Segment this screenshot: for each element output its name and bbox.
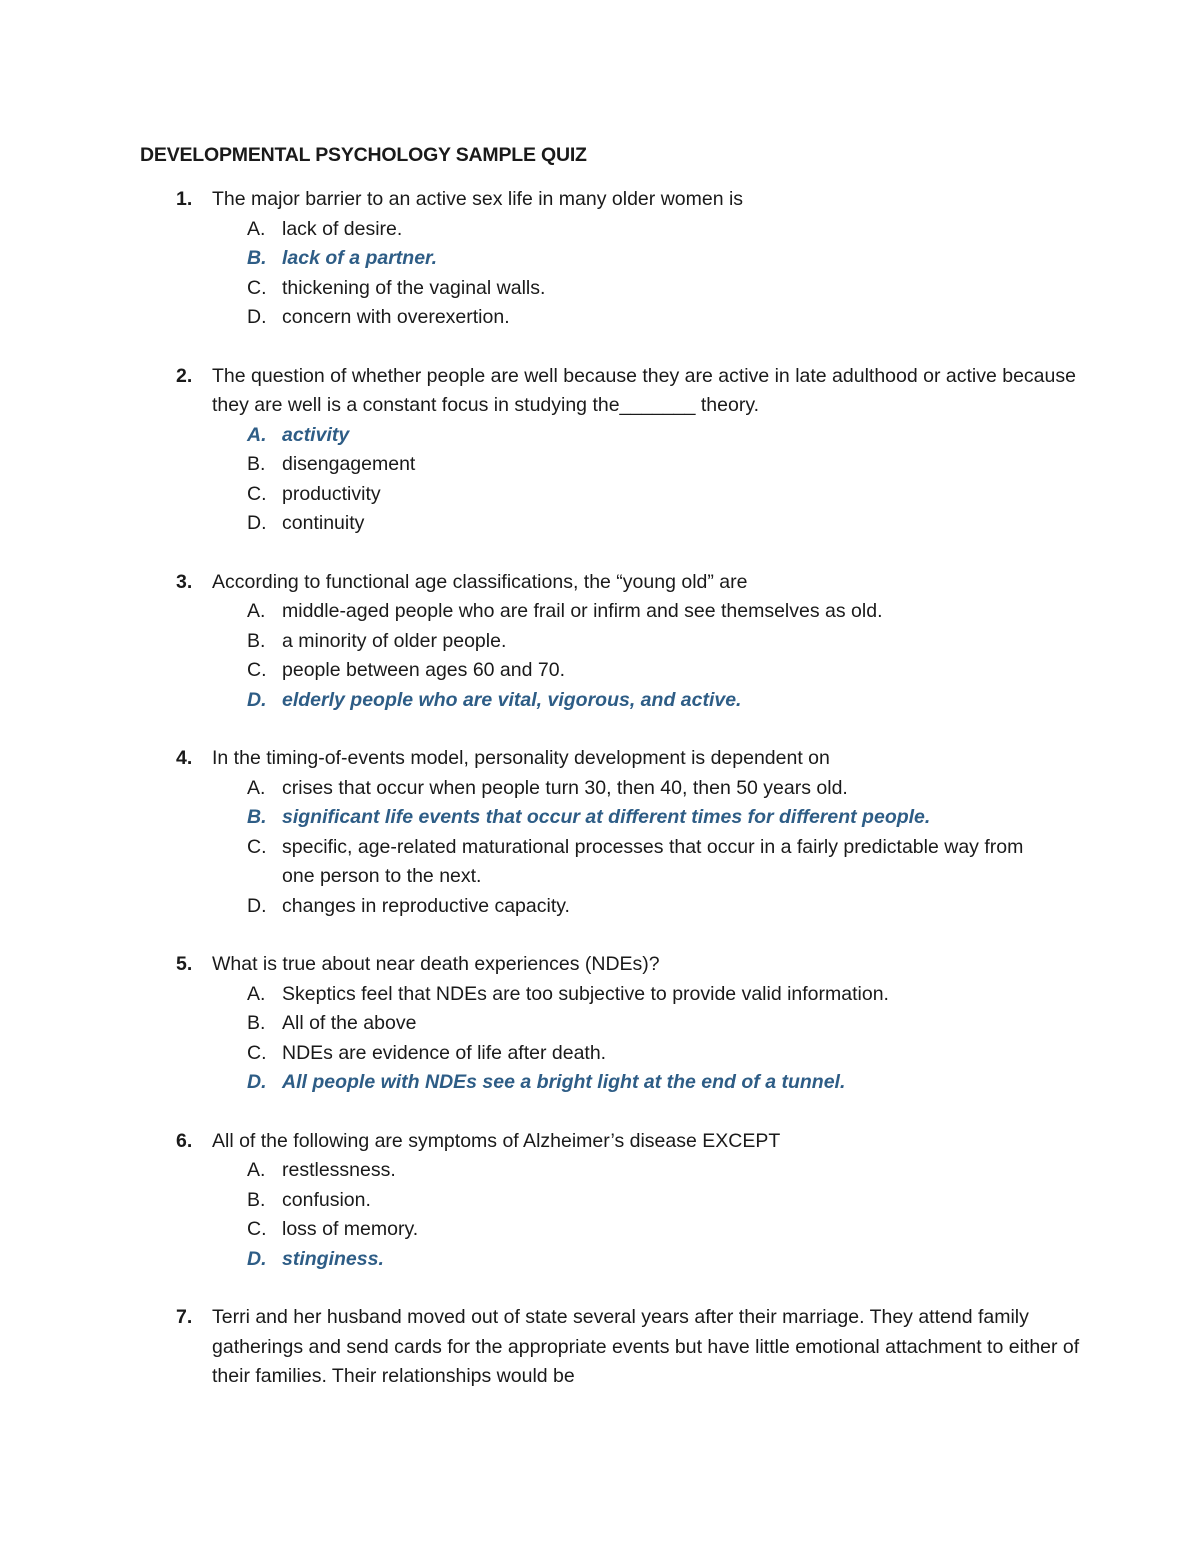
question-7 xyxy=(140,1303,1080,1392)
choice-letter: A. xyxy=(247,423,267,446)
answer-choice xyxy=(140,215,1080,245)
choice-text: loss of memory. xyxy=(282,1218,419,1240)
answer-choice-correct xyxy=(140,1245,1080,1275)
choice-letter: D. xyxy=(247,512,267,534)
answer-choice xyxy=(140,509,1080,539)
choice-letter: A. xyxy=(247,600,266,622)
answer-choice-correct xyxy=(140,686,1080,716)
answer-choice xyxy=(140,450,1080,480)
choice-letter: D. xyxy=(247,1071,267,1093)
choice-letter: C. xyxy=(247,1218,267,1240)
question-number: 1. xyxy=(176,188,193,210)
choice-text: stinginess. xyxy=(282,1247,384,1270)
choice-text: lack of desire. xyxy=(282,217,403,240)
question-2 xyxy=(140,362,1080,539)
choice-text: specific, age-related maturational processes that occur in a fairly predictable way from one person to the next. xyxy=(282,835,1024,887)
question-4 xyxy=(140,744,1080,921)
choice-letter: A. xyxy=(247,776,266,799)
choice-text: a minority of older people. xyxy=(282,629,507,652)
answer-choice-correct xyxy=(140,1068,1080,1098)
question-6 xyxy=(140,1127,1080,1275)
question-stem xyxy=(140,950,1080,980)
choice-text: changes in reproductive capacity. xyxy=(282,894,570,917)
choice-letter: B. xyxy=(247,629,266,652)
choice-text: productivity xyxy=(282,482,381,505)
answer-choice xyxy=(140,303,1080,333)
question-stem xyxy=(140,1303,1080,1392)
choice-text: confusion. xyxy=(282,1188,371,1211)
question-number: 7. xyxy=(176,1306,193,1328)
choice-text: Skeptics feel that NDEs are too subjective to provide valid information. xyxy=(282,982,889,1005)
question-number: 2. xyxy=(176,364,193,387)
choice-letter: C. xyxy=(247,835,267,858)
choice-letter: C. xyxy=(247,482,267,505)
choice-text: significant life events that occur at different times for different people. xyxy=(282,806,931,828)
choice-text: All people with NDEs see a bright light at the end of a tunnel. xyxy=(282,1071,846,1093)
answer-choice xyxy=(140,892,1080,922)
question-3 xyxy=(140,568,1080,716)
answer-choice-correct xyxy=(140,803,1080,833)
question-stem xyxy=(140,185,1080,215)
question-5 xyxy=(140,950,1080,1098)
question-number: 3. xyxy=(176,570,193,593)
choice-letter: D. xyxy=(247,688,267,711)
answer-choice xyxy=(140,1186,1080,1216)
choice-text: concern with overexertion. xyxy=(282,306,510,328)
question-text: According to functional age classifications, the “young old” are xyxy=(212,570,748,593)
answer-choice xyxy=(140,1215,1080,1245)
choice-text: elderly people who are vital, vigorous, and active. xyxy=(282,688,742,711)
answer-choice xyxy=(140,627,1080,657)
answer-choice xyxy=(140,1009,1080,1039)
choice-letter: C. xyxy=(247,1041,267,1064)
question-text: The major barrier to an active sex life in many older women is xyxy=(212,188,744,210)
choice-text: restlessness. xyxy=(282,1159,396,1181)
answer-choices xyxy=(140,980,1080,1098)
choice-text: activity xyxy=(282,423,350,446)
answer-choice xyxy=(140,1039,1080,1069)
choice-text: disengagement xyxy=(282,453,416,475)
question-stem xyxy=(140,568,1080,598)
question-text: Terri and her husband moved out of state several years after their marriage. They attend family gatherings and send cards for the appropriate events but have little emotional attachment to either of their families. Their relationships would be xyxy=(212,1306,1080,1387)
question-text: The question of whether people are well because they are active in late adulthood or active because they are well is a constant focus in studying the_______ theory. xyxy=(212,364,1076,416)
question-text: In the timing-of-events model, personality development is dependent on xyxy=(212,747,830,769)
choice-text: middle-aged people who are frail or infirm and see themselves as old. xyxy=(282,600,883,622)
answer-choice xyxy=(140,656,1080,686)
choice-letter: B. xyxy=(247,453,266,475)
answer-choices xyxy=(140,597,1080,715)
answer-choice-correct xyxy=(140,421,1080,451)
choice-text: lack of a partner. xyxy=(282,247,437,269)
choice-letter: B. xyxy=(247,1012,266,1034)
choice-text: All of the above xyxy=(282,1012,417,1034)
choice-letter: B. xyxy=(247,806,267,828)
answer-choices xyxy=(140,1156,1080,1274)
question-stem xyxy=(140,744,1080,774)
choice-letter: B. xyxy=(247,247,267,269)
answer-choices xyxy=(140,421,1080,539)
question-list xyxy=(140,185,1080,1392)
answer-choice xyxy=(140,980,1080,1010)
answer-choice xyxy=(140,833,1080,892)
question-stem xyxy=(140,1127,1080,1157)
question-number: 6. xyxy=(176,1129,193,1152)
choice-letter: D. xyxy=(247,894,267,917)
choice-text: thickening of the vaginal walls. xyxy=(282,276,546,299)
answer-choice xyxy=(140,1156,1080,1186)
choice-letter: D. xyxy=(247,306,267,328)
answer-choice-correct xyxy=(140,244,1080,274)
choice-letter: A. xyxy=(247,982,266,1005)
page-title: DEVELOPMENTAL PSYCHOLOGY SAMPLE QUIZ xyxy=(140,144,587,166)
question-number: 5. xyxy=(176,953,193,975)
choice-letter: B. xyxy=(247,1188,266,1211)
question-text: What is true about near death experiences (NDEs)? xyxy=(212,953,660,975)
choice-letter: D. xyxy=(247,1247,267,1270)
choice-letter: C. xyxy=(247,276,267,299)
answer-choice xyxy=(140,774,1080,804)
question-number: 4. xyxy=(176,747,193,769)
choice-text: continuity xyxy=(282,512,365,534)
answer-choice xyxy=(140,480,1080,510)
question-1 xyxy=(140,185,1080,333)
answer-choices xyxy=(140,215,1080,333)
choice-text: NDEs are evidence of life after death. xyxy=(282,1041,607,1064)
answer-choice xyxy=(140,597,1080,627)
choice-text: crises that occur when people turn 30, then 40, then 50 years old. xyxy=(282,776,848,799)
choice-letter: A. xyxy=(247,217,266,240)
question-text: All of the following are symptoms of Alzheimer’s disease EXCEPT xyxy=(212,1129,781,1152)
answer-choices xyxy=(140,774,1080,922)
choice-letter: C. xyxy=(247,659,267,681)
choice-text: people between ages 60 and 70. xyxy=(282,659,565,681)
choice-letter: A. xyxy=(247,1159,266,1181)
answer-choice xyxy=(140,274,1080,304)
question-stem xyxy=(140,362,1080,421)
